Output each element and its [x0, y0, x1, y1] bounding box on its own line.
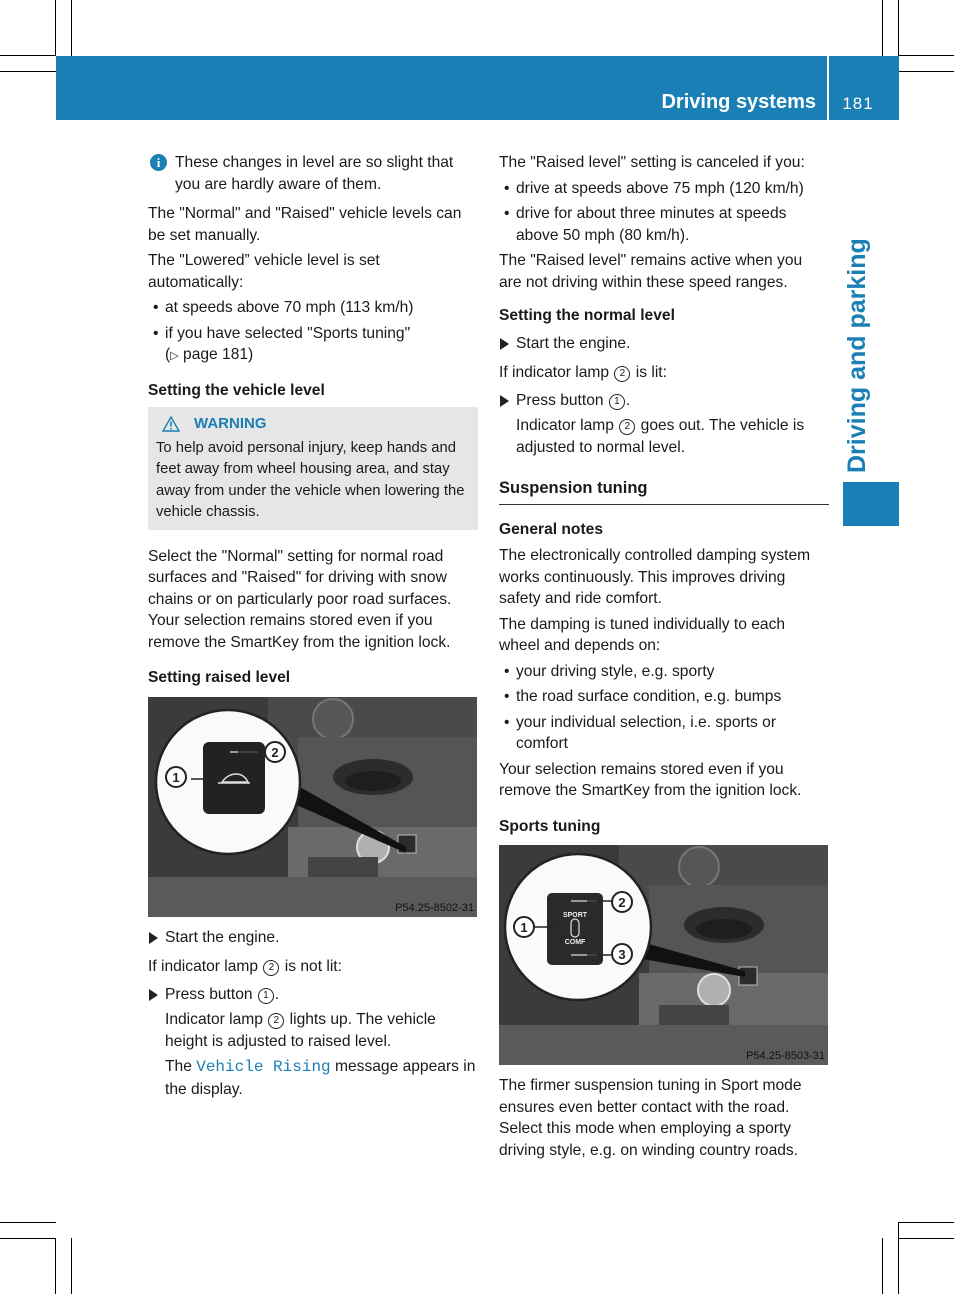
crop-mark — [898, 71, 954, 72]
section-title: Suspension tuning — [499, 478, 829, 505]
crop-mark — [0, 71, 56, 72]
callout-1: 1 — [520, 920, 528, 935]
text-fragment: goes out. The vehicle is adjusted to normal level. — [516, 417, 805, 456]
subheading: Setting the normal level — [499, 307, 675, 324]
list-item: • your individual selection, i.e. sports or comfort — [499, 712, 829, 755]
warning-header — [156, 413, 470, 435]
list-item: • at speeds above 70 mph (113 km/h) — [148, 297, 478, 319]
right-column — [499, 152, 829, 1165]
subheading: General notes — [499, 520, 603, 538]
text-fragment: is lit: — [635, 364, 667, 381]
subheading: Setting the vehicle level — [148, 381, 325, 399]
callout-2: 2 — [618, 895, 626, 910]
figure-raised-level — [148, 697, 477, 917]
warning-triangle-icon — [162, 416, 180, 432]
paragraph: Your selection remains stored even if you remove the SmartKey from the ignition lock. — [499, 760, 802, 799]
text-fragment: If indicator lamp — [499, 364, 610, 381]
circled-number-1: 1 — [258, 988, 274, 1004]
circled-number-2: 2 — [263, 960, 279, 976]
instruction-step — [148, 984, 478, 1006]
page-reference: page 181) — [183, 346, 254, 363]
text-fragment: Press button — [165, 985, 253, 1003]
circled-number-1: 1 — [609, 394, 625, 410]
instruction-step — [499, 390, 829, 412]
bullet-list — [499, 178, 829, 247]
list-item — [148, 323, 478, 368]
sport-label: SPORT — [562, 912, 588, 919]
list-item: • your driving style, e.g. sporty — [499, 661, 829, 683]
step-text — [516, 390, 829, 412]
crop-mark — [882, 1238, 883, 1294]
subheading: Setting raised level — [148, 669, 291, 686]
crop-mark — [55, 0, 56, 56]
circled-number-2: 2 — [619, 419, 635, 435]
figure-code: P54.25-8502-31 — [395, 901, 474, 914]
crop-mark — [71, 1238, 72, 1294]
crop-mark — [898, 0, 899, 56]
comf-label: COMF — [564, 939, 586, 946]
paragraph: The firmer suspension tuning in Sport mode ensures even better contact with the road. Select this mode when employing a sporty driving style, e.g. on winding country roads. — [499, 1077, 802, 1159]
text-fragment: is not lit: — [284, 958, 342, 975]
text-fragment: lights up. The vehicle height is adjusted to raised level. — [165, 1011, 436, 1050]
left-column — [148, 152, 478, 1104]
list-item: • the road surface condition, e.g. bumps — [499, 686, 829, 708]
paragraph: The electronically controlled damping system works continuously. This improves driving safety and ride comfort. — [499, 547, 811, 607]
display-message: Vehicle Rising — [196, 1058, 331, 1076]
console-illustration — [148, 697, 477, 917]
text-fragment: message appears in the display. — [165, 1058, 476, 1098]
instruction-step — [148, 927, 478, 949]
text-fragment: Indicator lamp — [516, 417, 614, 434]
callout-2: 2 — [271, 744, 279, 760]
figure-code: P54.25-8503-31 — [746, 1050, 825, 1062]
paragraph: The "Raised level" setting is canceled if you: — [499, 154, 805, 171]
crop-mark — [0, 55, 56, 56]
side-tab-label: Driving and parking — [843, 238, 871, 473]
step-text: Start the engine. — [165, 928, 280, 946]
crop-mark — [898, 1222, 954, 1223]
crop-mark — [898, 1238, 954, 1239]
warning-label: WARNING — [194, 415, 267, 432]
bullet-list — [148, 297, 478, 368]
info-note — [148, 152, 478, 195]
bullet-list — [499, 661, 829, 755]
page-ref-prefix: ( — [165, 346, 171, 363]
figure-sports-tuning — [499, 845, 828, 1065]
list-item: • drive at speeds above 75 mph (120 km/h) — [499, 178, 829, 200]
step-result — [148, 1056, 478, 1100]
paragraph: The "Normal" and "Raised" vehicle levels can be set manually. — [148, 205, 462, 244]
list-item: • drive for about three minutes at speeds above 50 mph (80 km/h). — [499, 203, 829, 246]
console-illustration — [499, 845, 828, 1065]
paragraph: The damping is tuned individually to each wheel and depends on: — [499, 615, 786, 654]
warning-text: To help avoid personal injury, keep hands and feet away from wheel housing area, and stay away from under the vehicle when lowering the vehicle chassis. — [156, 439, 465, 520]
step-text — [165, 984, 478, 1006]
callout-1: 1 — [172, 769, 180, 785]
crop-mark — [898, 1222, 899, 1294]
paragraph — [148, 956, 478, 978]
paragraph: The "Raised level" remains active when you are not driving within these speed ranges. — [499, 252, 803, 291]
crop-mark — [55, 1238, 56, 1294]
section-header-title: Driving systems — [661, 91, 816, 113]
crop-mark — [0, 1238, 56, 1239]
warning-box — [148, 407, 478, 530]
info-note-text: These changes in level are so slight that you are hardly aware of them. — [175, 154, 454, 193]
text-fragment: . — [625, 391, 631, 409]
header-divider — [827, 56, 829, 120]
list-item-text: if you have selected "Sports tuning" — [165, 324, 411, 342]
text-fragment: . — [274, 985, 280, 1003]
crop-mark — [898, 55, 954, 56]
text-fragment: Indicator lamp — [165, 1011, 263, 1028]
paragraph: Select the "Normal" setting for normal road surfaces and "Raised" for driving with snow chains or on particularly poor road surfaces. Your selection remains stored even if you remove the SmartKey from the ignition lock. — [148, 547, 452, 651]
page-number: 181 — [842, 94, 874, 113]
step-result — [499, 415, 829, 458]
paragraph: The "Lowered” vehicle level is set automatically: — [148, 252, 380, 291]
circled-number-2: 2 — [614, 366, 630, 382]
side-tab — [840, 238, 874, 473]
text-fragment: Press button — [516, 391, 604, 409]
paragraph — [499, 362, 829, 384]
crop-mark — [882, 0, 883, 56]
text-fragment: If indicator lamp — [148, 958, 259, 975]
callout-3: 3 — [618, 947, 626, 962]
info-icon: i — [150, 154, 167, 171]
crop-mark — [0, 1222, 56, 1223]
instruction-step — [499, 333, 829, 355]
subheading: Sports tuning — [499, 817, 601, 835]
crop-mark — [71, 0, 72, 56]
circled-number-2: 2 — [268, 1013, 284, 1029]
page-ref-arrow-icon: ▷ — [170, 350, 179, 362]
text-fragment: The — [165, 1058, 192, 1075]
side-tab-marker — [843, 482, 899, 526]
step-text: Start the engine. — [516, 334, 631, 352]
step-result — [148, 1009, 478, 1052]
